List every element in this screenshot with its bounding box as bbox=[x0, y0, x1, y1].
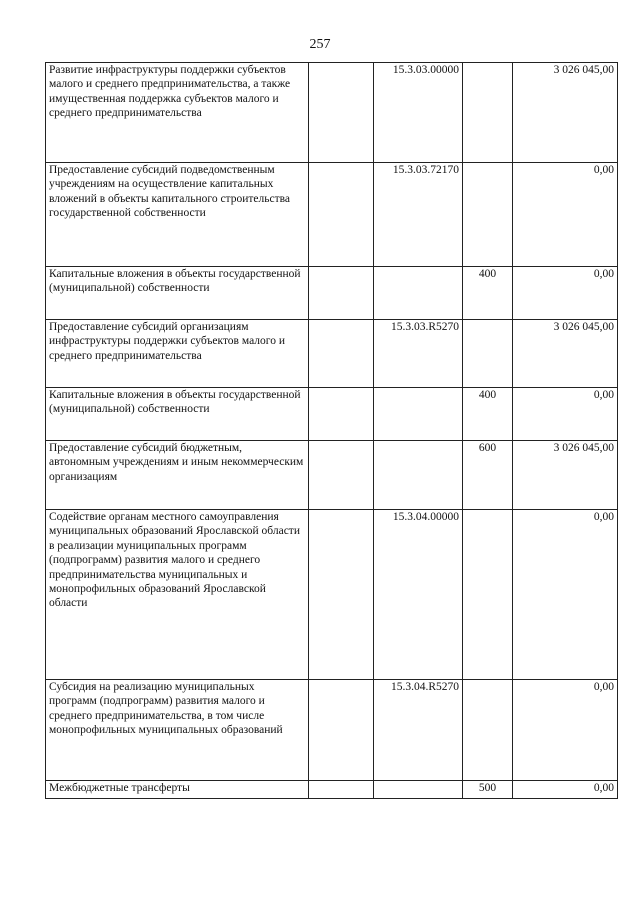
row-amount: 3 026 045,00 bbox=[513, 320, 618, 388]
table-row bbox=[46, 388, 618, 441]
row-amount: 3 026 045,00 bbox=[513, 441, 618, 510]
row-description: Капитальные вложения в объекты государственной (муниципальной) собственности bbox=[46, 267, 309, 320]
blank-cell bbox=[309, 267, 374, 320]
row-kind bbox=[463, 63, 513, 163]
row-code bbox=[374, 441, 463, 510]
row-description: Капитальные вложения в объекты государственной (муниципальной) собственности bbox=[46, 388, 309, 441]
row-code: 15.3.04.00000 bbox=[374, 510, 463, 680]
row-description: Предоставление субсидий подведомственным учреждениям на осуществление капитальных вложений в объекты капитального строительства государственной собственности bbox=[46, 163, 309, 267]
row-code bbox=[374, 267, 463, 320]
blank-cell bbox=[309, 781, 374, 799]
row-kind bbox=[463, 320, 513, 388]
row-code bbox=[374, 781, 463, 799]
table-row bbox=[46, 63, 618, 163]
row-code: 15.3.03.72170 bbox=[374, 163, 463, 267]
budget-table bbox=[45, 62, 618, 799]
table-row bbox=[46, 781, 618, 799]
row-code: 15.3.03.00000 bbox=[374, 63, 463, 163]
table-row bbox=[46, 441, 618, 510]
blank-cell bbox=[309, 510, 374, 680]
row-amount: 0,00 bbox=[513, 781, 618, 799]
page-number: 257 bbox=[309, 37, 331, 52]
row-kind bbox=[463, 680, 513, 781]
row-amount: 0,00 bbox=[513, 510, 618, 680]
table-row bbox=[46, 680, 618, 781]
row-description: Предоставление субсидий бюджетным, автономным учреждениям и иным некоммерческим организациям bbox=[46, 441, 309, 510]
row-code: 15.3.04.R5270 bbox=[374, 680, 463, 781]
row-kind: 600 bbox=[463, 441, 513, 510]
table-row bbox=[46, 320, 618, 388]
row-amount: 0,00 bbox=[513, 267, 618, 320]
row-amount: 0,00 bbox=[513, 163, 618, 267]
row-kind bbox=[463, 510, 513, 680]
row-code bbox=[374, 388, 463, 441]
blank-cell bbox=[309, 441, 374, 510]
row-kind: 400 bbox=[463, 267, 513, 320]
blank-cell bbox=[309, 388, 374, 441]
blank-cell bbox=[309, 680, 374, 781]
row-description: Содействие органам местного самоуправления муниципальных образований Ярославской области в реализации муниципальных программ (подпрограмм) развития малого и среднего предпринимательства муниципальных и монопрофильных образований Ярославской области bbox=[46, 510, 309, 680]
row-kind bbox=[463, 163, 513, 267]
blank-cell bbox=[309, 163, 374, 267]
row-amount: 0,00 bbox=[513, 680, 618, 781]
row-description: Субсидия на реализацию муниципальных программ (подпрограмм) развития малого и среднего предпринимательства, в том числе монопрофильных муниципальных образований bbox=[46, 680, 309, 781]
row-kind: 500 bbox=[463, 781, 513, 799]
row-code: 15.3.03.R5270 bbox=[374, 320, 463, 388]
row-amount: 3 026 045,00 bbox=[513, 63, 618, 163]
blank-cell bbox=[309, 63, 374, 163]
row-description: Межбюджетные трансферты bbox=[46, 781, 309, 799]
row-description: Развитие инфраструктуры поддержки субъектов малого и среднего предпринимательства, а также имущественная поддержка субъектов малого и среднего предпринимательства bbox=[46, 63, 309, 163]
row-description: Предоставление субсидий организациям инфраструктуры поддержки субъектов малого и среднего предпринимательства bbox=[46, 320, 309, 388]
blank-cell bbox=[309, 320, 374, 388]
row-kind: 400 bbox=[463, 388, 513, 441]
table-row bbox=[46, 163, 618, 267]
table-row bbox=[46, 267, 618, 320]
row-amount: 0,00 bbox=[513, 388, 618, 441]
table-row bbox=[46, 510, 618, 680]
